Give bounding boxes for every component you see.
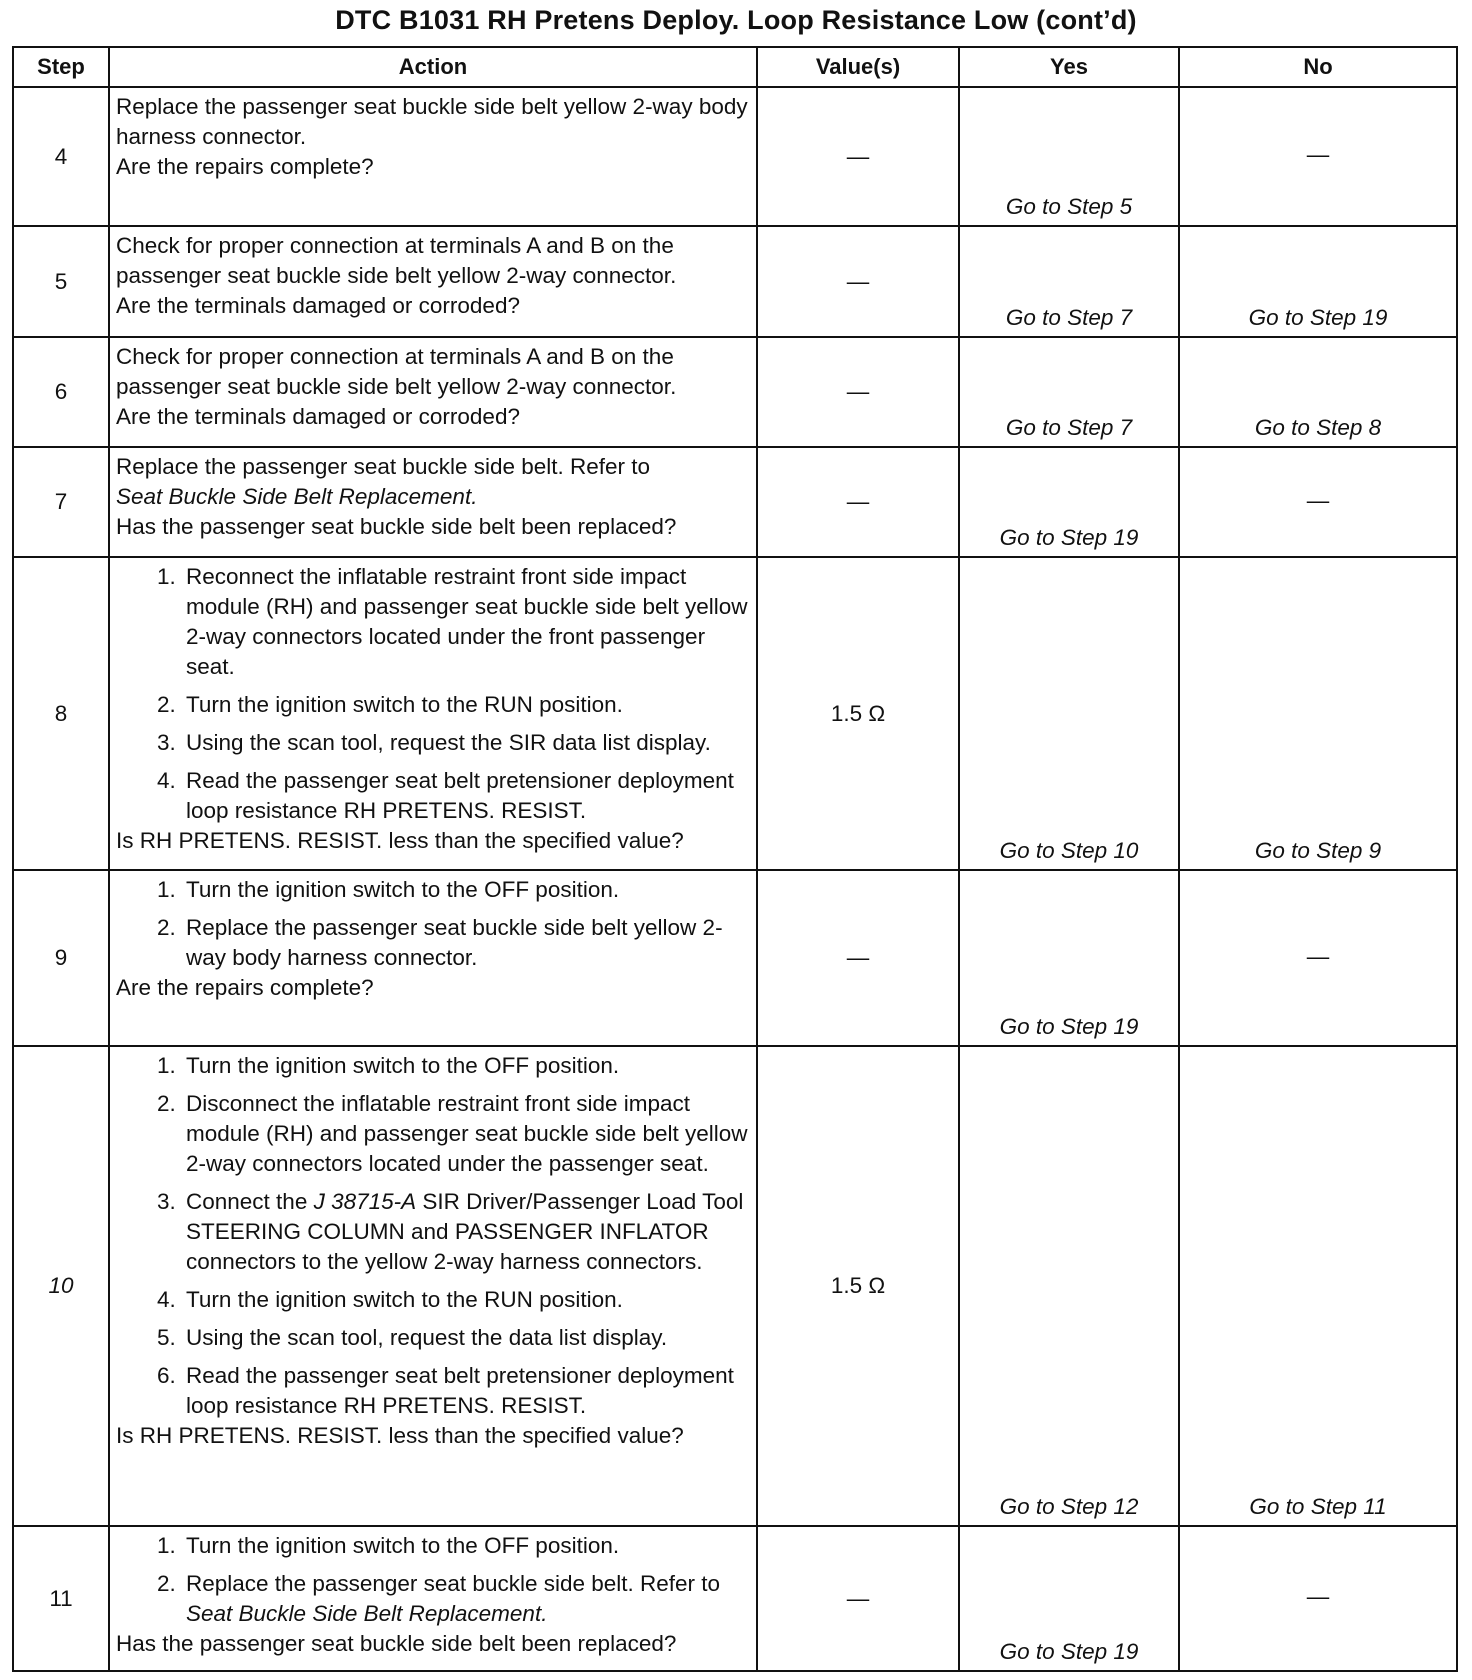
no-result: — xyxy=(1179,87,1457,226)
action-cell xyxy=(109,447,757,557)
action-step-item: 1. Turn the ignition switch to the OFF position. xyxy=(182,875,752,905)
action-question: Are the repairs complete? xyxy=(116,975,374,1000)
yes-result: Go to Step 19 xyxy=(959,447,1179,557)
action-step-item: 3. Using the scan tool, request the SIR data list display. xyxy=(182,728,752,758)
yes-result: Go to Step 19 xyxy=(959,1526,1179,1671)
yes-result: Go to Step 12 xyxy=(959,1046,1179,1526)
action-step-item: 6. Read the passenger seat belt pretensioner deployment loop resistance RH PRETENS. RESIST. xyxy=(182,1361,752,1421)
step-number: 7 xyxy=(13,447,109,557)
action-step-text: Connect the xyxy=(186,1189,314,1214)
header-action: Action xyxy=(109,47,757,87)
action-question: Has the passenger seat buckle side belt been replaced? xyxy=(116,514,677,539)
action-steps xyxy=(116,1531,752,1629)
table-row xyxy=(13,447,1457,557)
value-cell: — xyxy=(757,447,959,557)
action-step-item: 4. Read the passenger seat belt pretensioner deployment loop resistance RH PRETENS. RESIST. xyxy=(182,766,752,826)
yes-result: Go to Step 7 xyxy=(959,226,1179,337)
value-cell: 1.5 Ω xyxy=(757,1046,959,1526)
header-no: No xyxy=(1179,47,1457,87)
header-step: Step xyxy=(13,47,109,87)
action-step-item: 4. Turn the ignition switch to the RUN position. xyxy=(182,1285,752,1315)
step-number: 8 xyxy=(13,557,109,870)
action-question: Is RH PRETENS. RESIST. less than the specified value? xyxy=(116,1423,684,1448)
table-row xyxy=(13,337,1457,447)
value-cell: — xyxy=(757,870,959,1046)
header-values: Value(s) xyxy=(757,47,959,87)
step-number: 9 xyxy=(13,870,109,1046)
yes-result: Go to Step 19 xyxy=(959,870,1179,1046)
no-result: — xyxy=(1179,1526,1457,1671)
value-cell: — xyxy=(757,87,959,226)
action-step-item: 5. Using the scan tool, request the data list display. xyxy=(182,1323,752,1353)
action-cell xyxy=(109,870,757,1046)
action-text: Replace the passenger seat buckle side belt yellow 2-way body harness connector. xyxy=(116,94,748,149)
table-row xyxy=(13,557,1457,870)
no-result: Go to Step 11 xyxy=(1179,1046,1457,1526)
value-cell: 1.5 Ω xyxy=(757,557,959,870)
action-step-text: Replace the passenger seat buckle side belt. Refer to xyxy=(186,1571,721,1596)
no-result: Go to Step 8 xyxy=(1179,337,1457,447)
yes-result: Go to Step 10 xyxy=(959,557,1179,870)
action-step-item: 1. Turn the ignition switch to the OFF position. xyxy=(182,1051,752,1081)
action-step-item: 2. Replace the passenger seat buckle side belt yellow 2-way body harness connector. xyxy=(182,913,752,973)
action-cell xyxy=(109,87,757,226)
step-number: 4 xyxy=(13,87,109,226)
action-cell xyxy=(109,1526,757,1671)
action-text: Check for proper connection at terminals A and B on the passenger seat buckle side belt yellow 2-way connector. xyxy=(116,344,677,399)
action-step-text: SIR Driver/Passenger Load Tool STEERING COLUMN and PASSENGER INFLATOR connectors to the yellow 2-way harness connectors. xyxy=(186,1189,744,1274)
tool-reference: J 38715-A xyxy=(313,1189,417,1214)
value-cell: — xyxy=(757,337,959,447)
table-row xyxy=(13,1526,1457,1671)
action-question: Has the passenger seat buckle side belt been replaced? xyxy=(116,1631,677,1656)
action-steps xyxy=(116,1051,752,1421)
no-result: Go to Step 9 xyxy=(1179,557,1457,870)
action-text xyxy=(116,452,752,512)
action-step-item: 1. Reconnect the inflatable restraint front side impact module (RH) and passenger seat buckle side belt yellow 2-way connectors located under the front passenger seat. xyxy=(182,562,752,682)
table-row xyxy=(13,870,1457,1046)
action-cell xyxy=(109,337,757,447)
step-number: 11 xyxy=(13,1526,109,1671)
action-question: Are the repairs complete? xyxy=(116,154,374,179)
page-title: DTC B1031 RH Pretens Deploy. Loop Resistance Low (cont’d) xyxy=(335,5,1137,35)
action-step-item: 2. Turn the ignition switch to the RUN position. xyxy=(182,690,752,720)
action-steps xyxy=(116,562,752,826)
action-text: Check for proper connection at terminals A and B on the passenger seat buckle side belt yellow 2-way connector. xyxy=(116,233,677,288)
step-number: 5 xyxy=(13,226,109,337)
table-row xyxy=(13,1046,1457,1526)
action-question: Is RH PRETENS. RESIST. less than the specified value? xyxy=(116,828,684,853)
action-steps xyxy=(116,875,752,973)
value-cell: — xyxy=(757,226,959,337)
table-row xyxy=(13,87,1457,226)
action-step-item xyxy=(182,1569,752,1629)
header-row xyxy=(13,47,1457,87)
action-question: Are the terminals damaged or corroded? xyxy=(116,293,520,318)
yes-result: Go to Step 7 xyxy=(959,337,1179,447)
action-step-item: 1. Turn the ignition switch to the OFF position. xyxy=(182,1531,752,1561)
action-cell xyxy=(109,226,757,337)
action-text-main: Replace the passenger seat buckle side belt. Refer to xyxy=(116,454,651,479)
action-cell xyxy=(109,557,757,870)
action-step-item xyxy=(182,1187,752,1277)
reference-link[interactable]: Seat Buckle Side Belt Replacement. xyxy=(116,484,478,509)
action-step-item: 2. Disconnect the inflatable restraint front side impact module (RH) and passenger seat buckle side belt yellow 2-way connectors located under the passenger seat. xyxy=(182,1089,752,1179)
no-result: Go to Step 19 xyxy=(1179,226,1457,337)
value-cell: — xyxy=(757,1526,959,1671)
diagnostic-table xyxy=(12,46,1458,1672)
reference-link[interactable]: Seat Buckle Side Belt Replacement. xyxy=(186,1601,548,1626)
header-yes: Yes xyxy=(959,47,1179,87)
no-result: — xyxy=(1179,447,1457,557)
action-question: Are the terminals damaged or corroded? xyxy=(116,404,520,429)
no-result: — xyxy=(1179,870,1457,1046)
step-number: 6 xyxy=(13,337,109,447)
table-row xyxy=(13,226,1457,337)
step-number: 10 xyxy=(13,1046,109,1526)
yes-result: Go to Step 5 xyxy=(959,87,1179,226)
action-cell xyxy=(109,1046,757,1526)
